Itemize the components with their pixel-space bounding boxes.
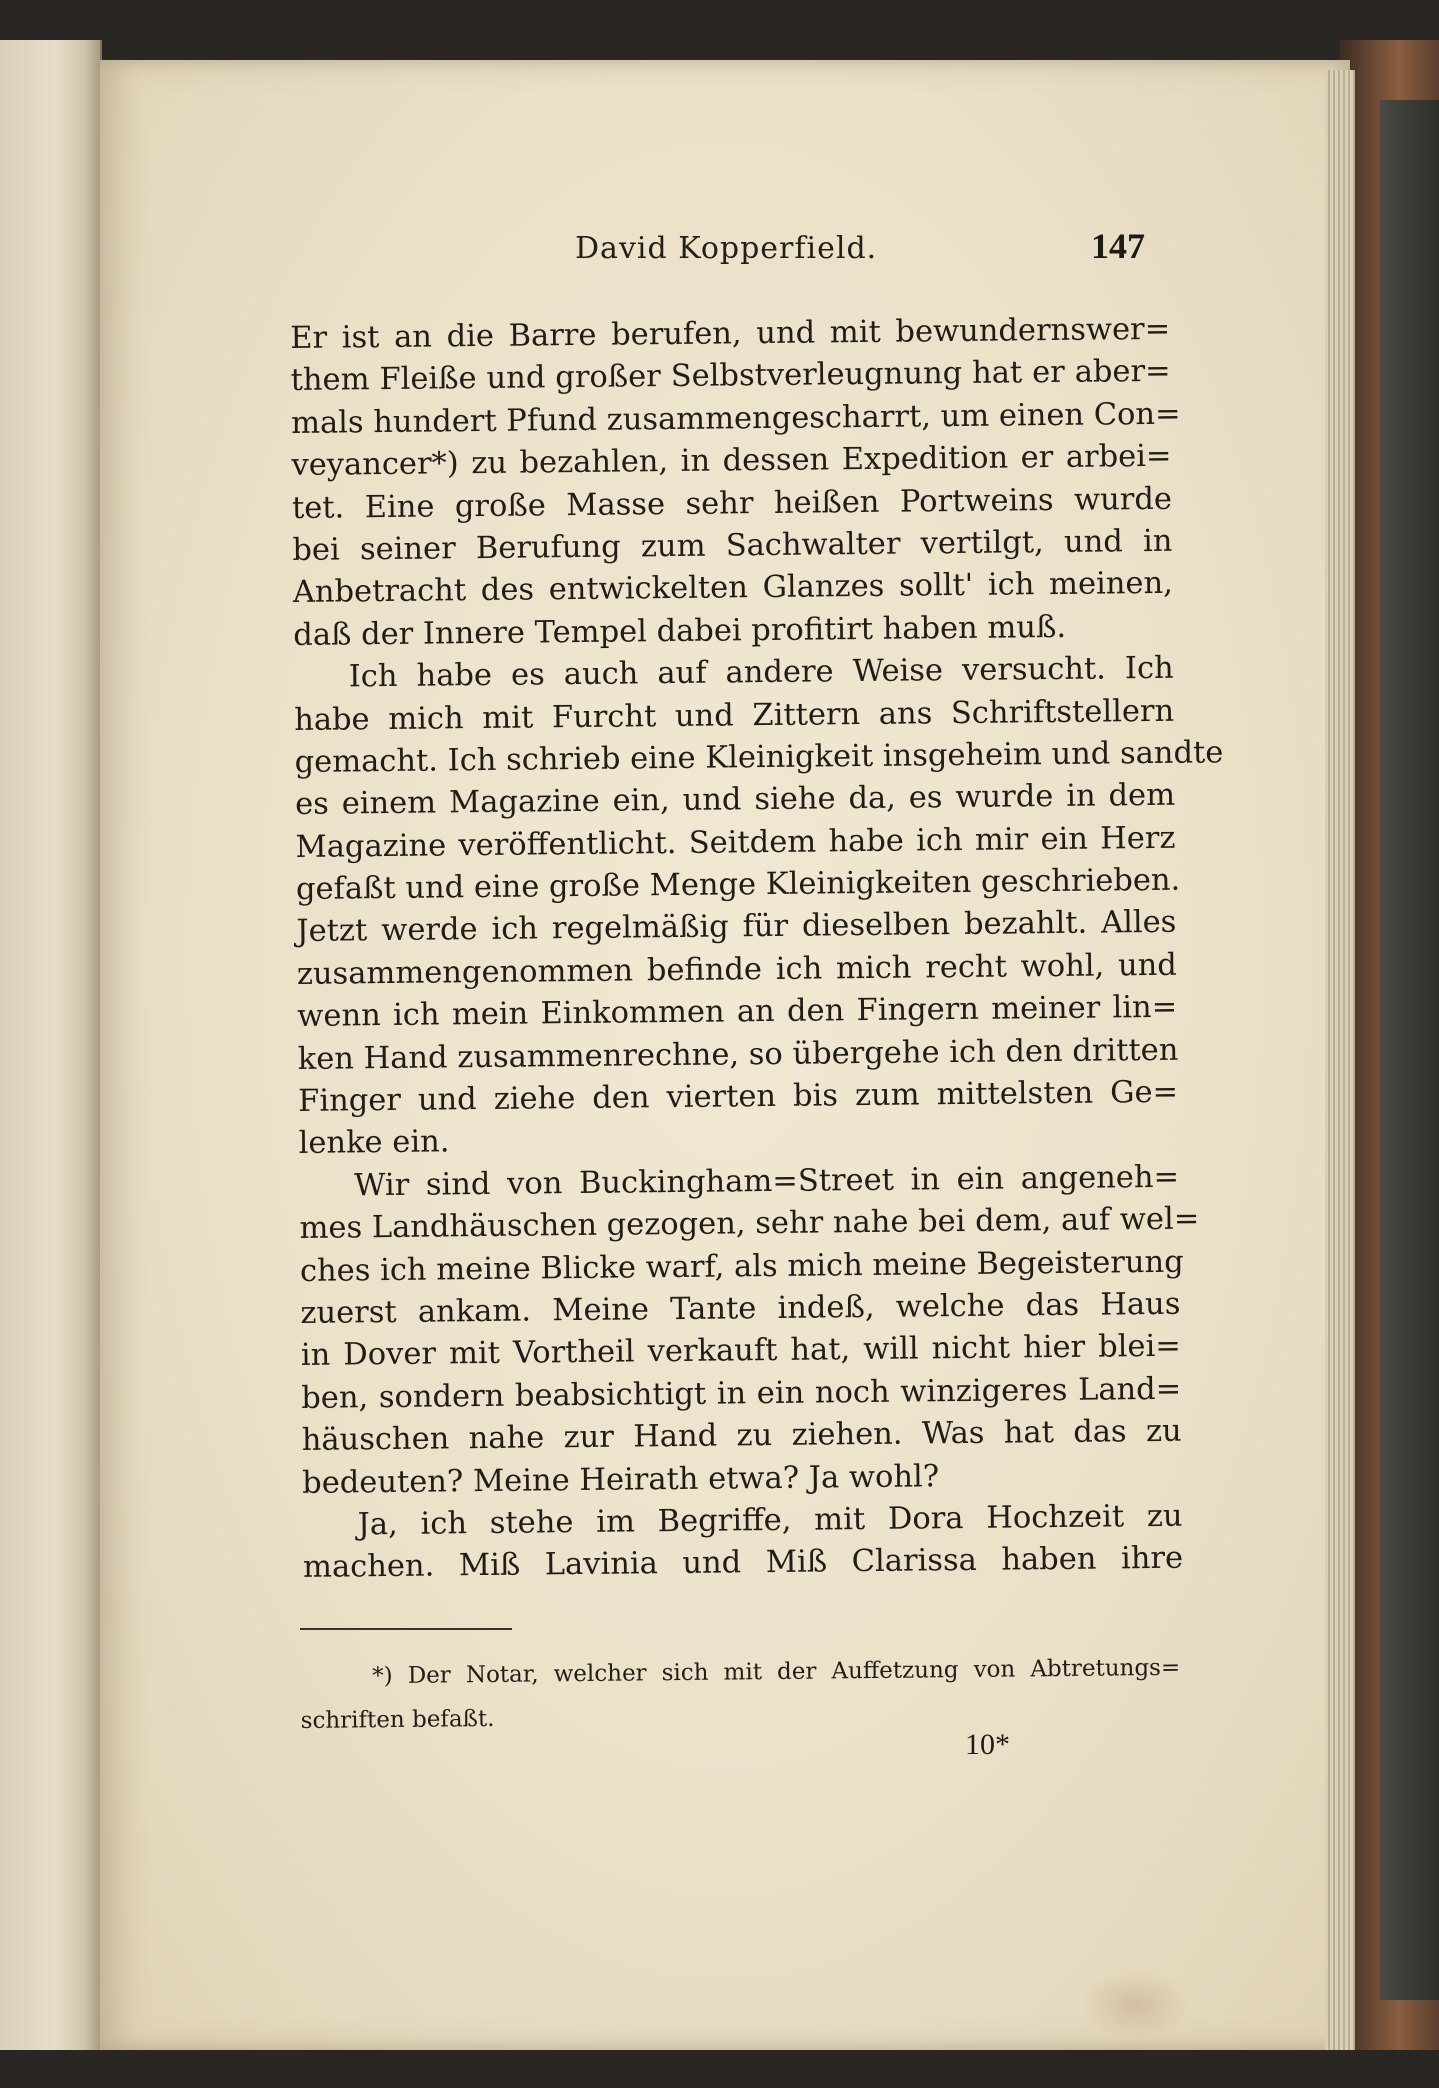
page-number: 147 — [1091, 226, 1145, 266]
body-text — [290, 309, 1224, 1590]
text-line: Anbetracht des entwickelten Glanzes sollt' ich meinen, — [292, 566, 1174, 611]
text-line: zuerst ankam. Meine Tante indeß, welche das Haus — [300, 1286, 1181, 1331]
left-page-edge — [0, 40, 102, 2050]
footnote — [300, 1646, 1181, 1743]
text-line: machen. Miß Lavinia und Miß Clarissa haben ihre — [302, 1541, 1184, 1586]
text-line: daß der Innere Tempel dabei profitirt haben muß. — [293, 609, 1067, 653]
text-line: Er ist an die Barre berufen, und mit bewundernswer= — [290, 311, 1171, 356]
text-line: habe mich mit Furcht und Zittern ans Schriftstellern — [294, 693, 1175, 738]
text-line: gefaßt und eine große Menge Kleinigkeiten geschrieben. — [295, 862, 1181, 908]
text-line: häuschen nahe zur Hand zu ziehen. Was hat das zu — [301, 1413, 1182, 1459]
text-line: ben, sondern beabsichtigt in ein noch winzigeres Land= — [301, 1371, 1182, 1416]
page-edges — [1325, 70, 1355, 2050]
text-line: wenn ich mein Einkommen an den Fingern meiner lin= — [297, 989, 1178, 1035]
page-stain — [1080, 1970, 1190, 2040]
text-line: Finger und ziehe den vierten bis zum mittelsten Ge= — [298, 1074, 1179, 1119]
footnote-rule — [300, 1628, 512, 1630]
text-line: Wir sind von Buckingham=Street in ein angeneh= — [353, 1159, 1180, 1204]
text-line: mes Landhäuschen gezogen, sehr nahe bei dem, auf wel= — [299, 1201, 1200, 1247]
text-line: in Dover mit Vortheil verkauft hat, will nicht hier blei= — [300, 1329, 1182, 1374]
footnote-line: *) Der Notar, welcher sich mit der Auffetzung von Abtretungs= — [372, 1654, 1181, 1690]
text-line: Jetzt werde ich regelmäßig für dieselben bezahlt. Alles — [296, 905, 1177, 950]
text-line: es einem Magazine ein, und siehe da, es wurde in dem — [294, 778, 1176, 823]
text-line: Ich habe es auch auf andere Weise versucht. Ich — [348, 650, 1174, 695]
page-header — [575, 225, 1145, 275]
text-line: bei seiner Berufung zum Sachwalter vertilgt, und in — [292, 523, 1173, 568]
footnote-line: schriften befaßt. — [300, 1705, 495, 1734]
cover-band — [1380, 100, 1439, 2000]
text-line: tet. Eine große Masse sehr heißen Portweins wurde — [291, 481, 1173, 526]
text-line: ken Hand zusammenrechne, so übergehe ich den dritten — [297, 1032, 1179, 1077]
text-line: zusammengenommen befinde ich mich recht wohl, und — [296, 947, 1178, 992]
text-line: Magazine veröffentlicht. Seitdem habe ich mir ein Herz — [295, 820, 1176, 865]
text-line: bedeuten? Meine Heirath etwa? Ja wohl? — [302, 1458, 940, 1501]
running-title: David Kopperfield. — [575, 231, 878, 266]
text-line: ches ich meine Blicke warf, als mich meine Begeisterung — [299, 1244, 1184, 1289]
text-line: them Fleiße und großer Selbstverleugnung hat er aber= — [290, 354, 1171, 399]
text-line: mals hundert Pfund zusammengescharrt, um einen Con= — [290, 396, 1181, 441]
text-line: gemacht. Ich schrieb eine Kleinigkeit insgeheim und sandte — [294, 735, 1224, 780]
text-line: veyancer*) zu bezahlen, in dessen Expedition er arbei= — [291, 438, 1172, 484]
signature-mark: 10* — [965, 1728, 1010, 1761]
text-line: lenke ein. — [298, 1124, 450, 1162]
text-line: Ja, ich stehe im Begriffe, mit Dora Hochzeit zu — [357, 1498, 1183, 1543]
